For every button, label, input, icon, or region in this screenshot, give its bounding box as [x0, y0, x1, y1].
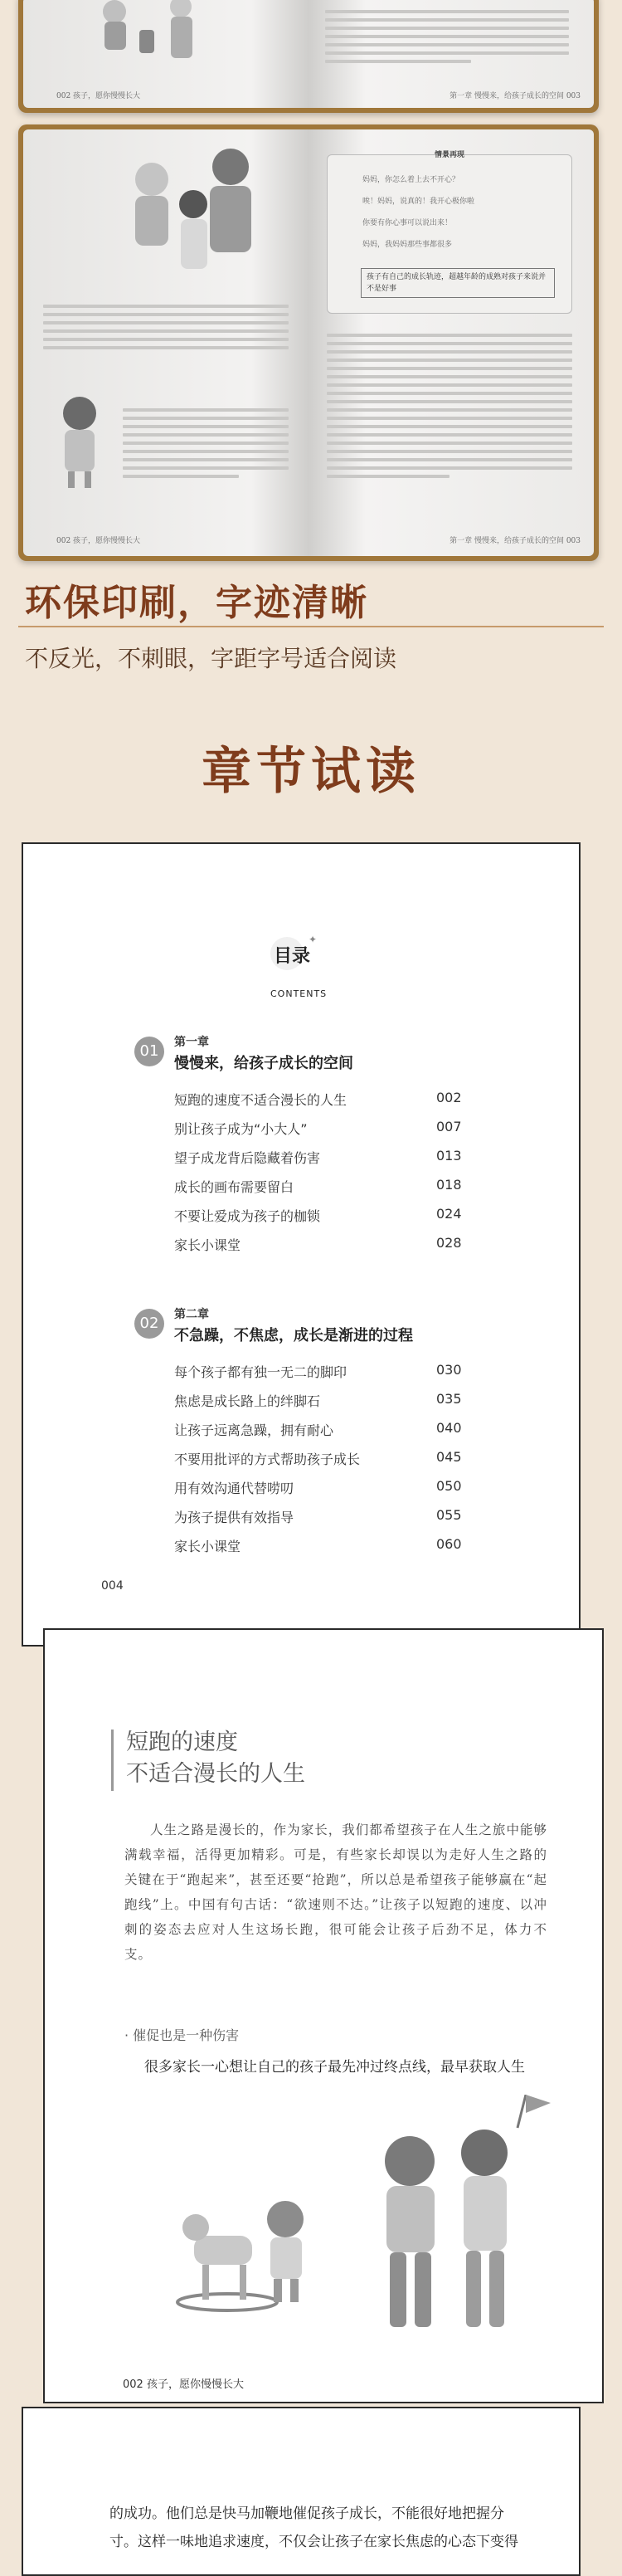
book-photo-main: [18, 124, 599, 561]
toc-row[interactable]: [174, 1119, 506, 1144]
continuation-line: 的成功。他们总是快马加鞭地催促孩子成长，不能很好地把握分: [109, 2505, 504, 2522]
book-page-right: [309, 129, 594, 556]
article-title-line1: 短跑的速度: [126, 1730, 238, 1755]
toc-row-title: 望子成龙背后隐藏着伤害: [174, 1150, 321, 1166]
book-page-left: [23, 0, 309, 108]
chapter-badge: 02: [134, 1309, 164, 1339]
toc-row-page: 050: [436, 1478, 462, 1494]
toc-row[interactable]: [174, 1478, 506, 1503]
chapter-label: 第一章: [174, 1036, 209, 1049]
section-bullet: · 催促也是一种伤害: [124, 2027, 240, 2043]
toc-row-page: 060: [436, 1536, 462, 1552]
scene-box-footer: 孩子有自己的成长轨迹，超越年龄的成熟对孩子来说并不是好事: [361, 268, 555, 298]
toc-row-page: 055: [436, 1507, 462, 1523]
toc-row-title: 别让孩子成为“小大人”: [174, 1121, 308, 1137]
article-lead: 很多家长一心想让自己的孩子最先冲过终点线，最早获取人生: [144, 2059, 525, 2076]
toc-row[interactable]: [174, 1235, 506, 1260]
toc-contents-label: CONTENTS: [270, 988, 328, 999]
toc-row[interactable]: [174, 1206, 506, 1231]
toc-row[interactable]: [174, 1391, 506, 1416]
toc-row[interactable]: [174, 1507, 506, 1532]
toc-row-page: 040: [436, 1420, 462, 1436]
toc-row-title: 让孩子远离急躁，拥有耐心: [174, 1422, 334, 1438]
toc-row-page: 002: [436, 1090, 462, 1105]
footer-left: 002 孩子，愿你慢慢长大: [56, 537, 141, 545]
toc-row-page: 035: [436, 1391, 462, 1407]
toc-row-title: 每个孩子都有独一无二的脚印: [174, 1364, 347, 1380]
toc-row-page: 030: [436, 1362, 462, 1378]
scene-line: 妈妈，你怎么着上去不开心？: [362, 176, 460, 184]
toc-row[interactable]: [174, 1362, 506, 1387]
toc-row-title: 不要用批评的方式帮助孩子成长: [174, 1451, 361, 1467]
footer-right: 第一章 慢慢来，给孩子成长的空间 003: [449, 537, 581, 545]
article-body: 人生之路是漫长的，作为家长，我们都希望孩子在人生之旅中能够满载幸福，活得更加精彩。可是，有些家长却误以为走好人生之路的关键在于“跑起来”，甚至还要“抢跑”，所以总是希望孩子能够赢在“起跑线”上。中国有句古话：“欲速则不达。”让孩子以短跑的速度、以冲刺的姿态去应对人生这场长跑，很可能会让孩子后劲不足，体力不支。: [124, 1822, 547, 1962]
sparkle-icon: ✦: [309, 934, 318, 945]
footer-left: 002 孩子，愿你慢慢长大: [56, 92, 141, 100]
family-illustration: [161, 2095, 551, 2344]
chapter-title: 不急躁，不焦虑，成长是渐进的过程: [174, 1327, 413, 1344]
toc-row-title: 家长小课堂: [174, 1237, 241, 1253]
chapter-label: 第二章: [174, 1308, 209, 1321]
page-number: 004: [101, 1579, 124, 1593]
toc-page: [22, 842, 581, 1647]
toc-row-title: 用有效沟通代替唠叨: [174, 1481, 294, 1496]
toc-row-title: 成长的画布需要留白: [174, 1179, 294, 1195]
page-footer: 002 孩子，愿你慢慢长大: [123, 2378, 244, 2391]
toc-row[interactable]: [174, 1177, 506, 1202]
scene-box-title: 情景再现: [434, 151, 464, 159]
title-bar: [111, 1730, 114, 1791]
book-photo-top: [18, 0, 599, 113]
mother-daughter-illustration: [106, 146, 272, 287]
toc-title: 目录: [274, 946, 311, 967]
toc-row-title: 不要让爱成为孩子的枷锁: [174, 1208, 321, 1224]
toc-row[interactable]: [174, 1536, 506, 1561]
feature-subtitle: 不反光，不刺眼，字距字号适合阅读: [25, 645, 397, 672]
chapter-title: 慢慢来，给孩子成长的空间: [174, 1055, 353, 1072]
toc-row-title: 短跑的速度不适合漫长的人生: [174, 1092, 347, 1108]
toc-row-title: 为孩子提供有效指导: [174, 1510, 294, 1525]
toc-row-title: 焦虑是成长路上的绊脚石: [174, 1393, 321, 1409]
toc-row-page: 018: [436, 1177, 462, 1193]
toc-row-page: 028: [436, 1235, 462, 1251]
toc-row-title: 家长小课堂: [174, 1539, 241, 1554]
section-title: 章节试读: [202, 743, 420, 801]
book-page-right: [309, 0, 594, 108]
scene-line: 你要有你心事可以说出来！: [362, 219, 453, 227]
scene-line: 妈妈，我妈妈那些事都很多: [362, 241, 453, 249]
feature-divider: [18, 626, 604, 627]
toc-row-page: 007: [436, 1119, 462, 1134]
toc-row[interactable]: [174, 1148, 506, 1173]
toc-row[interactable]: [174, 1090, 506, 1115]
toc-row[interactable]: [174, 1449, 506, 1474]
scene-box: [327, 151, 572, 314]
toc-row-page: 045: [436, 1449, 462, 1465]
scene-line: 唉！妈妈，说真的！我开心极你啦: [362, 198, 475, 206]
toc-row-page: 024: [436, 1206, 462, 1222]
chapter-badge: 01: [134, 1037, 164, 1066]
footer-right: 第一章 慢慢来，给孩子成长的空间 003: [449, 92, 581, 100]
article-page: [43, 1628, 604, 2403]
book-page-left: [23, 129, 309, 556]
continuation-line: 寸。这样一味地追求速度，不仅会让孩子在家长焦虑的心态下变得: [109, 2534, 518, 2550]
girl-illustration: [46, 395, 113, 495]
toc-row-page: 013: [436, 1148, 462, 1164]
toc-row[interactable]: [174, 1420, 506, 1445]
article-title-line2: 不适合漫长的人生: [126, 1761, 305, 1787]
continuation-page: [22, 2407, 581, 2576]
feature-title: 环保印刷，字迹清晰: [25, 582, 368, 624]
